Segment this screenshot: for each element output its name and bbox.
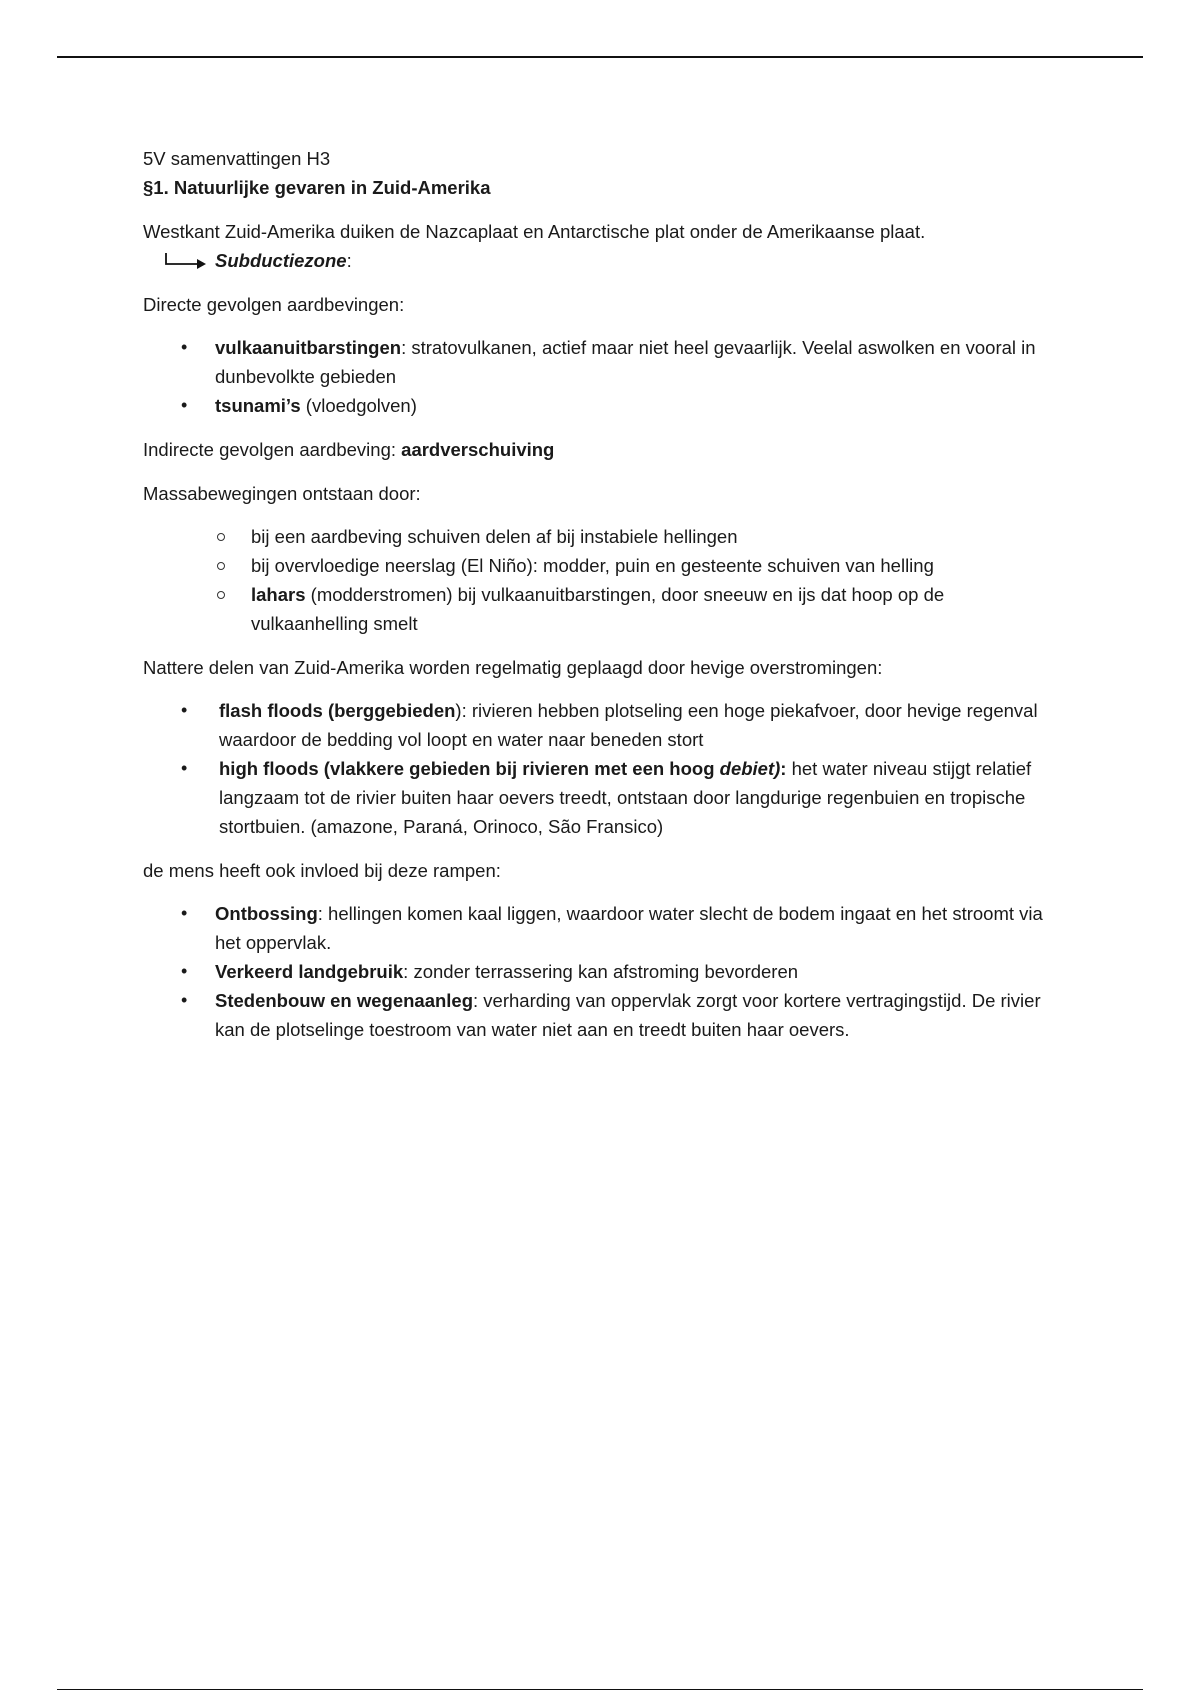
- list-item: [143, 580, 1043, 638]
- list-item-term: lahars: [251, 584, 306, 605]
- list-item-text: : rivieren hebben plotseling een hoge piekafvoer, door hevige regenval waardoor de bedding vol loopt en water naar beneden stort: [219, 700, 1038, 750]
- list-item-text: : zonder terrassering kan afstroming bevorderen: [403, 961, 799, 982]
- list-item-text: bij overvloedige neerslag (El Niño): modder, puin en gesteente schuiven van helling: [251, 555, 934, 576]
- bullet-dot-icon: •: [181, 700, 188, 720]
- human-heading: de mens heeft ook invloed bij deze rampen:: [143, 860, 501, 881]
- list-item-term: vulkaanuitbarstingen: [215, 337, 402, 358]
- section-title-text: §1. Natuurlijke gevaren in Zuid-Amerika: [143, 177, 491, 198]
- bottom-rule: [57, 1689, 1143, 1690]
- list-item-term: tsunami’s: [215, 395, 301, 416]
- bullet-dot-icon: •: [181, 961, 188, 981]
- intro-paragraph: Westkant Zuid-Amerika duiken de Nazcaplaat en Antarctische plat onder de Amerikaanse plaat.: [143, 221, 926, 242]
- hollow-circle-bullet-icon: [217, 591, 225, 599]
- list-item-term: flash floods (berggebieden: [219, 700, 456, 721]
- bullet-dot-icon: •: [181, 758, 188, 778]
- list-item-term-end: :: [780, 758, 787, 779]
- list-item-text: (modderstromen) bij vulkaanuitbarstingen, door sneeuw en ijs dat hoop op de vulkaanhelling smelt: [251, 584, 945, 634]
- document-header: 5V samenvattingen H3: [143, 148, 331, 169]
- bullet-dot-icon: •: [181, 903, 188, 923]
- direct-heading: Directe gevolgen aardbevingen:: [143, 294, 405, 315]
- subduction-label: Subductiezone: [215, 250, 347, 271]
- indirect-line: [143, 435, 1043, 464]
- list-item-term: Ontbossing: [215, 903, 318, 924]
- list-item: [143, 333, 1043, 391]
- hollow-circle-bullet-icon: [217, 562, 225, 570]
- bullet-dot-icon: •: [181, 990, 188, 1010]
- bent-arrow-icon: [163, 250, 211, 272]
- list-item: [143, 754, 1043, 841]
- section-title: [143, 173, 1043, 202]
- direct-list: [143, 333, 1043, 420]
- subduction-suffix: :: [346, 250, 352, 271]
- subduction-line: [143, 246, 1043, 275]
- list-item: [143, 551, 1043, 580]
- top-rule: [57, 56, 1143, 58]
- list-item: [143, 522, 1043, 551]
- floods-heading: Nattere delen van Zuid-Amerika worden regelmatig geplaagd door hevige overstromingen:: [143, 657, 883, 678]
- indirect-prefix: Indirecte gevolgen aardbeving:: [143, 439, 402, 460]
- list-item-term-italic: debiet): [719, 758, 781, 779]
- human-list: [143, 899, 1043, 1044]
- list-item-text: : verharding van oppervlak zorgt voor kortere vertragingstijd. De rivier kan de plotselinge toestroom van water niet aan en treedt buiten haar oevers.: [215, 990, 1041, 1040]
- list-item-text: : hellingen komen kaal liggen, waardoor water slecht de bodem ingaat en het stroomt via het oppervlak.: [215, 903, 1043, 953]
- mass-heading: Massabewegingen ontstaan door:: [143, 483, 421, 504]
- list-item-term: high floods (vlakkere gebieden bij rivieren met een hoog: [219, 758, 720, 779]
- list-item-term: Stedenbouw en wegenaanleg: [215, 990, 474, 1011]
- bullet-dot-icon: •: [181, 395, 188, 415]
- list-item-text: (vloedgolven): [300, 395, 417, 416]
- list-item: [143, 391, 1043, 420]
- list-item: [143, 899, 1043, 957]
- list-item-term: Verkeerd landgebruik: [215, 961, 404, 982]
- bullet-dot-icon: •: [181, 337, 188, 357]
- floods-list: [143, 696, 1043, 841]
- list-item-text: bij een aardbeving schuiven delen af bij instabiele hellingen: [251, 526, 738, 547]
- indirect-term: aardverschuiving: [401, 439, 555, 460]
- list-item-term-end: ): [455, 700, 462, 721]
- list-item-text: : stratovulkanen, actief maar niet heel gevaarlijk. Veelal aswolken en vooral in dunbevolkte gebieden: [215, 337, 1036, 387]
- list-item: [143, 986, 1043, 1044]
- hollow-circle-bullet-icon: [217, 533, 225, 541]
- list-item: [143, 696, 1043, 754]
- document-body: [143, 144, 1043, 1044]
- list-item: [143, 957, 1043, 986]
- mass-list: [143, 522, 1043, 638]
- list-item-text: het water niveau stijgt relatief langzaam tot de rivier buiten haar oevers treedt, ontstaan door langdurige regenbuien en tropische stortbuien. (amazone, Paraná, Orinoco, São Fransico): [219, 758, 1032, 837]
